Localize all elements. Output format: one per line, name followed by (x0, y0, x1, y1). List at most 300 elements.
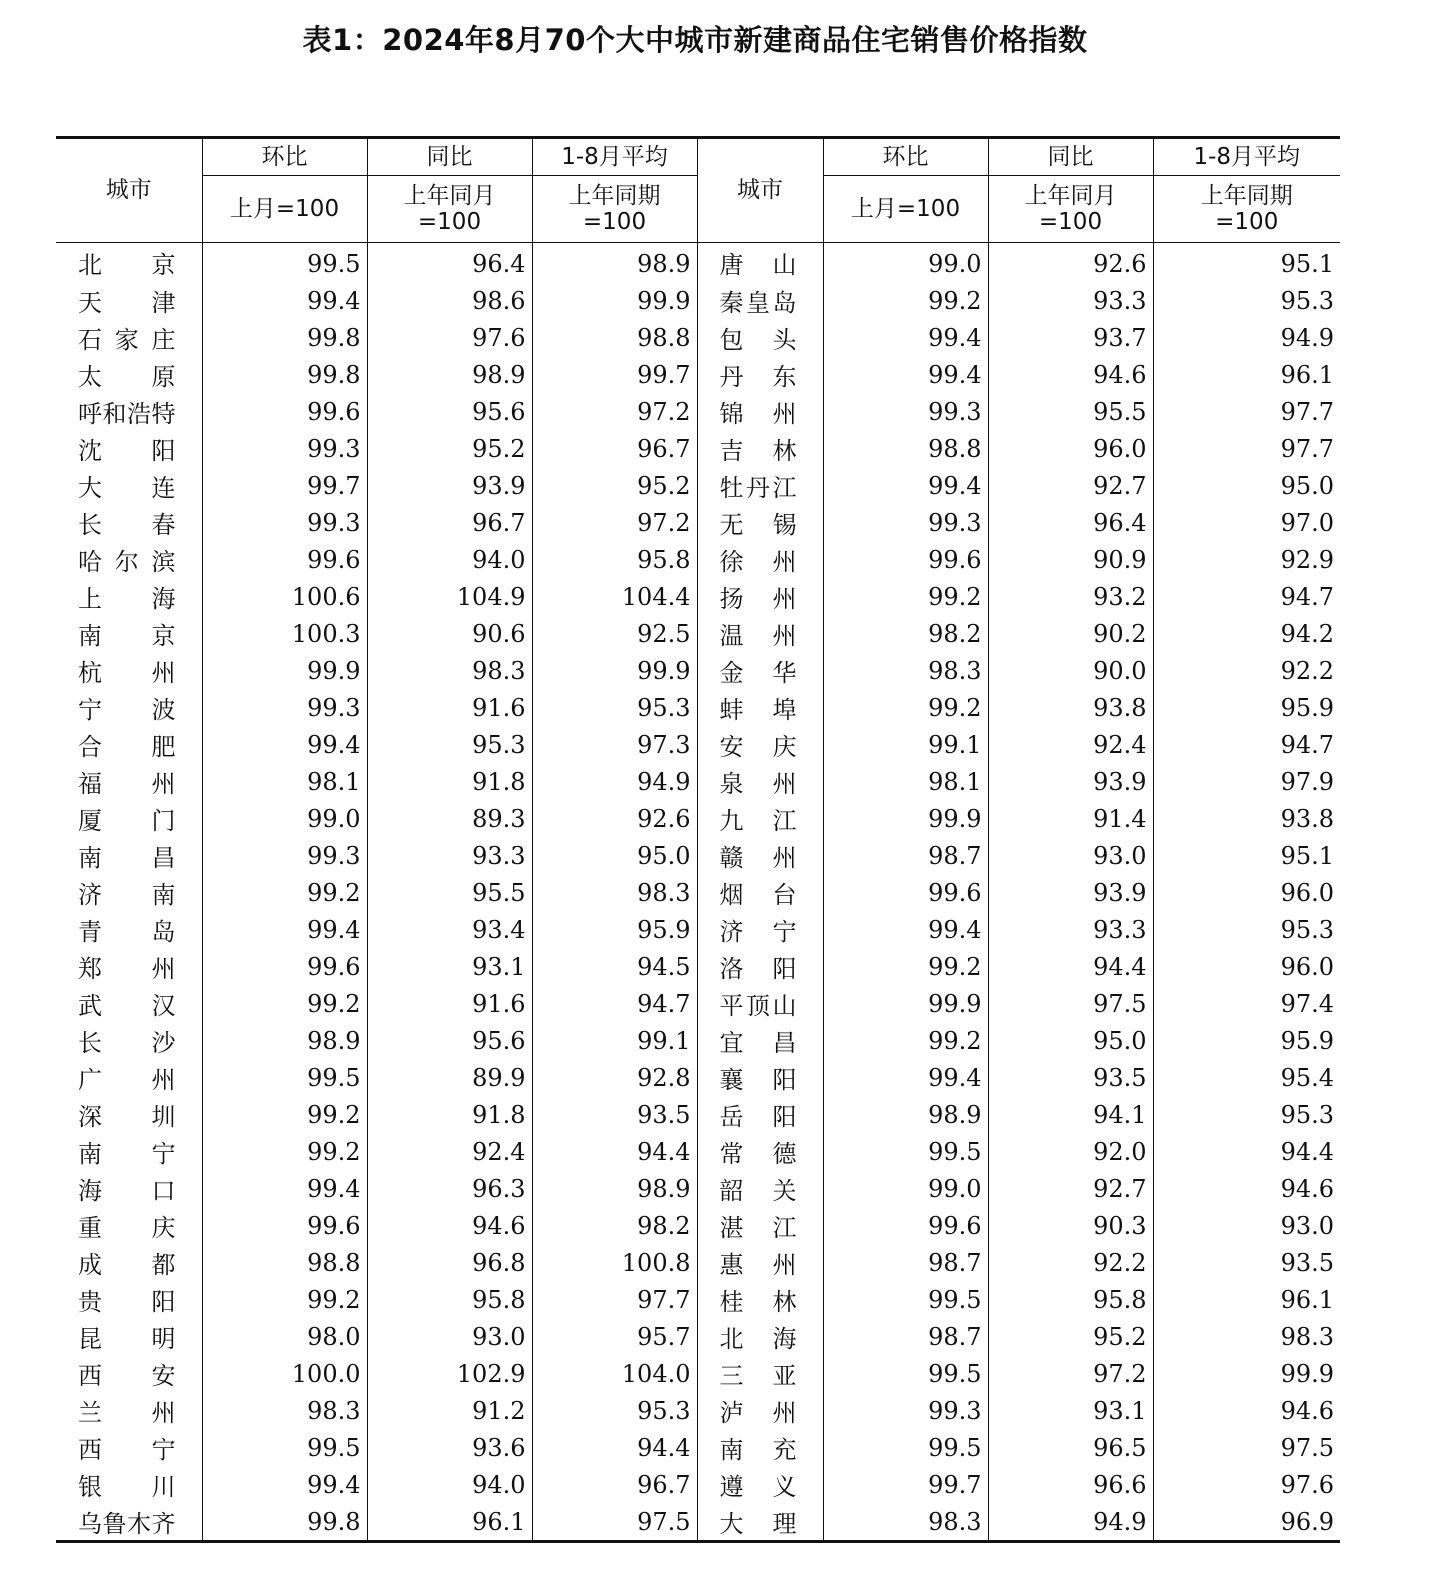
left-yoy-cell: 89.9 (367, 1059, 532, 1096)
right-mom-cell: 99.6 (823, 541, 988, 578)
left-mom-cell: 99.4 (202, 726, 367, 763)
table-row (56, 985, 1340, 1022)
left-avg-cell: 99.1 (532, 1022, 697, 1059)
left-city-cell: 乌鲁木齐 (78, 1510, 176, 1538)
right-yoy-cell: 95.8 (988, 1281, 1153, 1318)
left-city-cell: 太原 (78, 363, 176, 391)
left-city-cell: 上海 (78, 585, 176, 613)
avg-base-right (1153, 176, 1340, 243)
right-yoy-cell: 96.4 (988, 504, 1153, 541)
right-mom-cell: 99.7 (823, 1466, 988, 1503)
right-yoy-cell: 90.3 (988, 1207, 1153, 1244)
right-city-cell: 平顶山 (697, 985, 823, 1022)
left-mom-cell: 99.2 (202, 1281, 367, 1318)
left-yoy-cell: 95.8 (367, 1281, 532, 1318)
left-city-cell: 成都 (78, 1251, 176, 1279)
table-row (56, 874, 1340, 911)
right-city-cell: 岳阳 (697, 1096, 823, 1133)
left-city-cell: 石家庄 (78, 326, 176, 354)
right-city-cell: 烟台 (697, 874, 823, 911)
right-city-cell: 惠州 (697, 1244, 823, 1281)
avg-base-left (532, 176, 697, 243)
right-avg-cell: 95.9 (1153, 689, 1340, 726)
mom-header-right: 环比 (823, 138, 988, 176)
left-city-cell: 呼和浩特 (78, 400, 176, 428)
mom-base-left: 上月=100 (202, 176, 367, 243)
left-yoy-cell: 96.7 (367, 504, 532, 541)
table-row (56, 1133, 1340, 1170)
left-avg-cell: 94.7 (532, 985, 697, 1022)
right-mom-cell: 99.5 (823, 1429, 988, 1466)
left-avg-cell: 95.7 (532, 1318, 697, 1355)
yoy-base-line1: 上年同月 (1024, 182, 1117, 209)
left-yoy-cell: 91.2 (367, 1392, 532, 1429)
left-yoy-cell: 92.4 (367, 1133, 532, 1170)
right-city-cell: 常德 (697, 1133, 823, 1170)
right-city-cell: 湛江 (697, 1207, 823, 1244)
right-yoy-cell: 93.3 (988, 911, 1153, 948)
right-yoy-cell: 95.5 (988, 393, 1153, 430)
left-avg-cell: 98.3 (532, 874, 697, 911)
left-mom-cell: 99.3 (202, 430, 367, 467)
left-mom-cell: 99.8 (202, 356, 367, 393)
left-yoy-cell: 98.9 (367, 356, 532, 393)
right-avg-cell: 96.1 (1153, 1281, 1340, 1318)
right-avg-cell: 97.7 (1153, 430, 1340, 467)
left-city-cell: 天津 (78, 289, 176, 317)
left-city-cell: 昆明 (78, 1325, 176, 1353)
left-yoy-cell: 96.8 (367, 1244, 532, 1281)
left-city-cell: 西宁 (78, 1436, 176, 1464)
left-mom-cell: 98.9 (202, 1022, 367, 1059)
right-avg-cell: 95.9 (1153, 1022, 1340, 1059)
left-city-cell: 厦门 (78, 807, 176, 835)
left-yoy-cell: 94.6 (367, 1207, 532, 1244)
left-yoy-cell: 94.0 (367, 1466, 532, 1503)
right-city-cell: 赣州 (697, 837, 823, 874)
table-row (56, 319, 1340, 356)
left-mom-cell: 98.8 (202, 1244, 367, 1281)
table-row (56, 1355, 1340, 1392)
left-yoy-cell: 90.6 (367, 615, 532, 652)
right-mom-cell: 98.7 (823, 1318, 988, 1355)
left-yoy-cell: 91.6 (367, 985, 532, 1022)
left-mom-cell: 99.8 (202, 1503, 367, 1542)
table-row (56, 578, 1340, 615)
left-mom-cell: 99.4 (202, 282, 367, 319)
right-avg-cell: 94.6 (1153, 1392, 1340, 1429)
left-yoy-cell: 89.3 (367, 800, 532, 837)
right-mom-cell: 99.2 (823, 948, 988, 985)
right-avg-cell: 92.9 (1153, 541, 1340, 578)
left-avg-cell: 97.2 (532, 393, 697, 430)
right-city-cell: 吉林 (697, 430, 823, 467)
left-yoy-cell: 104.9 (367, 578, 532, 615)
left-avg-cell: 93.5 (532, 1096, 697, 1133)
right-mom-cell: 99.2 (823, 282, 988, 319)
left-city-cell: 武汉 (78, 992, 176, 1020)
left-city-cell: 哈尔滨 (78, 548, 176, 576)
right-city-cell: 包头 (697, 319, 823, 356)
table-row (56, 243, 1340, 283)
left-avg-cell: 92.5 (532, 615, 697, 652)
left-yoy-cell: 91.8 (367, 763, 532, 800)
left-yoy-cell: 97.6 (367, 319, 532, 356)
right-avg-cell: 99.9 (1153, 1355, 1340, 1392)
table-row (56, 689, 1340, 726)
right-mom-cell: 99.4 (823, 356, 988, 393)
right-city-cell: 牡丹江 (697, 467, 823, 504)
right-yoy-cell: 91.4 (988, 800, 1153, 837)
left-city-cell: 重庆 (78, 1214, 176, 1242)
left-avg-cell: 98.9 (532, 1170, 697, 1207)
left-yoy-cell: 98.3 (367, 652, 532, 689)
right-yoy-cell: 93.2 (988, 578, 1153, 615)
right-mom-cell: 99.5 (823, 1355, 988, 1392)
right-avg-cell: 97.5 (1153, 1429, 1340, 1466)
left-mom-cell: 98.1 (202, 763, 367, 800)
right-yoy-cell: 95.0 (988, 1022, 1153, 1059)
left-avg-cell: 95.8 (532, 541, 697, 578)
right-yoy-cell: 93.9 (988, 874, 1153, 911)
table-row (56, 1059, 1340, 1096)
right-mom-cell: 98.7 (823, 1244, 988, 1281)
table-title: 表1：2024年8月70个大中城市新建商品住宅销售价格指数 (302, 23, 1088, 57)
left-mom-cell: 99.9 (202, 652, 367, 689)
left-avg-cell: 95.2 (532, 467, 697, 504)
avg-header-right: 1-8月平均 (1153, 138, 1340, 176)
left-mom-cell: 99.5 (202, 1429, 367, 1466)
right-avg-cell: 93.0 (1153, 1207, 1340, 1244)
left-city-cell: 福州 (78, 770, 176, 798)
left-yoy-cell: 93.4 (367, 911, 532, 948)
left-avg-cell: 99.9 (532, 652, 697, 689)
left-yoy-cell: 93.0 (367, 1318, 532, 1355)
right-yoy-cell: 96.0 (988, 430, 1153, 467)
left-avg-cell: 94.4 (532, 1133, 697, 1170)
right-mom-cell: 99.2 (823, 1022, 988, 1059)
right-city-cell: 丹东 (697, 356, 823, 393)
right-mom-cell: 99.9 (823, 800, 988, 837)
left-yoy-cell: 96.1 (367, 1503, 532, 1542)
left-mom-cell: 99.3 (202, 837, 367, 874)
right-mom-cell: 99.3 (823, 1392, 988, 1429)
right-mom-cell: 99.4 (823, 1059, 988, 1096)
right-avg-cell: 94.7 (1153, 578, 1340, 615)
right-avg-cell: 98.3 (1153, 1318, 1340, 1355)
right-avg-cell: 97.0 (1153, 504, 1340, 541)
table-row (56, 282, 1340, 319)
right-city-cell: 泸州 (697, 1392, 823, 1429)
right-avg-cell: 96.9 (1153, 1503, 1340, 1542)
table-row (56, 1392, 1340, 1429)
right-city-cell: 桂林 (697, 1281, 823, 1318)
right-mom-cell: 99.4 (823, 467, 988, 504)
left-mom-cell: 99.6 (202, 1207, 367, 1244)
left-avg-cell: 94.5 (532, 948, 697, 985)
right-city-cell: 温州 (697, 615, 823, 652)
right-avg-cell: 95.4 (1153, 1059, 1340, 1096)
right-yoy-cell: 97.2 (988, 1355, 1153, 1392)
right-avg-cell: 97.7 (1153, 393, 1340, 430)
left-yoy-cell: 93.9 (367, 467, 532, 504)
avg-base-line1: 上年同期 (568, 182, 661, 209)
left-city-cell: 杭州 (78, 659, 176, 687)
right-avg-cell: 94.9 (1153, 319, 1340, 356)
left-yoy-cell: 95.6 (367, 393, 532, 430)
left-city-cell: 北京 (78, 251, 176, 279)
left-city-cell: 郑州 (78, 955, 176, 983)
right-avg-cell: 94.7 (1153, 726, 1340, 763)
left-city-cell: 海口 (78, 1177, 176, 1205)
right-city-cell: 洛阳 (697, 948, 823, 985)
left-city-cell: 贵阳 (78, 1288, 176, 1316)
right-city-cell: 安庆 (697, 726, 823, 763)
right-city-cell: 徐州 (697, 541, 823, 578)
left-mom-cell: 99.4 (202, 911, 367, 948)
right-mom-cell: 99.4 (823, 911, 988, 948)
left-mom-cell: 99.4 (202, 1466, 367, 1503)
right-yoy-cell: 90.0 (988, 652, 1153, 689)
right-city-cell: 唐山 (697, 243, 823, 283)
right-yoy-cell: 92.0 (988, 1133, 1153, 1170)
left-avg-cell: 95.3 (532, 689, 697, 726)
right-mom-cell: 99.2 (823, 689, 988, 726)
left-city-cell: 广州 (78, 1066, 176, 1094)
right-city-cell: 无锡 (697, 504, 823, 541)
left-avg-cell: 97.3 (532, 726, 697, 763)
table-row (56, 504, 1340, 541)
right-city-cell: 锦州 (697, 393, 823, 430)
left-avg-cell: 96.7 (532, 1466, 697, 1503)
right-yoy-cell: 92.6 (988, 243, 1153, 283)
right-mom-cell: 99.4 (823, 319, 988, 356)
right-avg-cell: 93.8 (1153, 800, 1340, 837)
yoy-base-line1: 上年同月 (403, 182, 496, 209)
right-yoy-cell: 92.4 (988, 726, 1153, 763)
table-row (56, 1244, 1340, 1281)
left-city-cell: 南京 (78, 622, 176, 650)
left-mom-cell: 99.5 (202, 1059, 367, 1096)
right-avg-cell: 95.1 (1153, 837, 1340, 874)
right-mom-cell: 98.3 (823, 652, 988, 689)
table-row (56, 800, 1340, 837)
right-mom-cell: 99.6 (823, 874, 988, 911)
right-mom-cell: 98.3 (823, 1503, 988, 1542)
left-yoy-cell: 96.4 (367, 243, 532, 283)
left-mom-cell: 100.6 (202, 578, 367, 615)
right-mom-cell: 98.2 (823, 615, 988, 652)
left-mom-cell: 99.2 (202, 874, 367, 911)
left-avg-cell: 92.6 (532, 800, 697, 837)
right-city-cell: 宜昌 (697, 1022, 823, 1059)
table-row (56, 1429, 1340, 1466)
right-yoy-cell: 94.1 (988, 1096, 1153, 1133)
right-avg-cell: 92.2 (1153, 652, 1340, 689)
right-yoy-cell: 96.5 (988, 1429, 1153, 1466)
table-row (56, 1022, 1340, 1059)
left-city-cell: 合肥 (78, 733, 176, 761)
left-city-cell: 青岛 (78, 918, 176, 946)
mom-header-left: 环比 (202, 138, 367, 176)
price-index-table (56, 136, 1340, 1543)
right-city-cell: 襄阳 (697, 1059, 823, 1096)
right-mom-cell: 99.3 (823, 393, 988, 430)
right-avg-cell: 95.1 (1153, 243, 1340, 283)
right-avg-cell: 95.3 (1153, 282, 1340, 319)
left-mom-cell: 99.3 (202, 504, 367, 541)
table-row (56, 467, 1340, 504)
left-avg-cell: 97.2 (532, 504, 697, 541)
table-header (56, 138, 1340, 243)
table-row (56, 1503, 1340, 1542)
right-yoy-cell: 93.9 (988, 763, 1153, 800)
yoy-base-right (988, 176, 1153, 243)
left-city-cell: 大连 (78, 474, 176, 502)
left-city-cell: 深圳 (78, 1103, 176, 1131)
right-yoy-cell: 95.2 (988, 1318, 1153, 1355)
left-mom-cell: 99.8 (202, 319, 367, 356)
right-yoy-cell: 93.3 (988, 282, 1153, 319)
avg-header-left: 1-8月平均 (532, 138, 697, 176)
avg-base-line2: =100 (1215, 209, 1279, 235)
table-body (56, 243, 1340, 1542)
table-row (56, 726, 1340, 763)
right-yoy-cell: 93.7 (988, 319, 1153, 356)
right-avg-cell: 94.6 (1153, 1170, 1340, 1207)
left-avg-cell: 97.7 (532, 1281, 697, 1318)
table-row (56, 1170, 1340, 1207)
right-yoy-cell: 90.9 (988, 541, 1153, 578)
left-avg-cell: 98.9 (532, 243, 697, 283)
right-city-cell: 秦皇岛 (697, 282, 823, 319)
right-mom-cell: 99.5 (823, 1281, 988, 1318)
left-yoy-cell: 102.9 (367, 1355, 532, 1392)
left-mom-cell: 99.2 (202, 1133, 367, 1170)
left-mom-cell: 99.6 (202, 541, 367, 578)
right-avg-cell: 97.9 (1153, 763, 1340, 800)
right-mom-cell: 99.3 (823, 504, 988, 541)
left-avg-cell: 95.0 (532, 837, 697, 874)
right-city-cell: 三亚 (697, 1355, 823, 1392)
left-yoy-cell: 98.6 (367, 282, 532, 319)
table-row (56, 948, 1340, 985)
table-row (56, 393, 1340, 430)
city-header-left: 城市 (56, 138, 202, 243)
left-avg-cell: 100.8 (532, 1244, 697, 1281)
city-header-right: 城市 (697, 138, 823, 243)
table-row (56, 1096, 1340, 1133)
left-yoy-cell: 95.6 (367, 1022, 532, 1059)
right-avg-cell: 96.1 (1153, 356, 1340, 393)
left-mom-cell: 99.2 (202, 985, 367, 1022)
left-avg-cell: 104.4 (532, 578, 697, 615)
yoy-base-line2: =100 (417, 209, 482, 235)
left-mom-cell: 99.2 (202, 1096, 367, 1133)
left-city-cell: 南宁 (78, 1140, 176, 1168)
right-mom-cell: 99.0 (823, 243, 988, 283)
left-avg-cell: 104.0 (532, 1355, 697, 1392)
right-avg-cell: 97.4 (1153, 985, 1340, 1022)
table-row (56, 1466, 1340, 1503)
right-mom-cell: 99.1 (823, 726, 988, 763)
right-yoy-cell: 97.5 (988, 985, 1153, 1022)
right-avg-cell: 95.3 (1153, 911, 1340, 948)
left-yoy-cell: 93.1 (367, 948, 532, 985)
left-city-cell: 南昌 (78, 844, 176, 872)
right-mom-cell: 98.7 (823, 837, 988, 874)
left-yoy-cell: 95.5 (367, 874, 532, 911)
table-row (56, 615, 1340, 652)
right-yoy-cell: 93.8 (988, 689, 1153, 726)
right-yoy-cell: 96.6 (988, 1466, 1153, 1503)
table-row (56, 1281, 1340, 1318)
right-mom-cell: 98.1 (823, 763, 988, 800)
right-avg-cell: 96.0 (1153, 874, 1340, 911)
left-yoy-cell: 94.0 (367, 541, 532, 578)
right-city-cell: 金华 (697, 652, 823, 689)
left-avg-cell: 99.7 (532, 356, 697, 393)
right-mom-cell: 99.6 (823, 1207, 988, 1244)
right-city-cell: 蚌埠 (697, 689, 823, 726)
right-city-cell: 南充 (697, 1429, 823, 1466)
left-yoy-cell: 95.3 (367, 726, 532, 763)
left-city-cell: 长沙 (78, 1029, 176, 1057)
right-city-cell: 北海 (697, 1318, 823, 1355)
left-city-cell: 银川 (78, 1473, 176, 1501)
right-yoy-cell: 92.7 (988, 467, 1153, 504)
left-avg-cell: 99.9 (532, 282, 697, 319)
left-avg-cell: 95.3 (532, 1392, 697, 1429)
table-row (56, 430, 1340, 467)
left-city-cell: 沈阳 (78, 437, 176, 465)
right-mom-cell: 98.9 (823, 1096, 988, 1133)
left-mom-cell: 99.6 (202, 948, 367, 985)
left-city-cell: 长春 (78, 511, 176, 539)
right-yoy-cell: 94.6 (988, 356, 1153, 393)
right-city-cell: 泉州 (697, 763, 823, 800)
right-yoy-cell: 90.2 (988, 615, 1153, 652)
right-yoy-cell: 93.1 (988, 1392, 1153, 1429)
right-yoy-cell: 94.9 (988, 1503, 1153, 1542)
right-mom-cell: 99.2 (823, 578, 988, 615)
left-mom-cell: 99.0 (202, 800, 367, 837)
left-avg-cell: 98.8 (532, 319, 697, 356)
table-row (56, 356, 1340, 393)
right-yoy-cell: 92.7 (988, 1170, 1153, 1207)
table-row (56, 763, 1340, 800)
right-avg-cell: 97.6 (1153, 1466, 1340, 1503)
table-row (56, 1318, 1340, 1355)
right-mom-cell: 99.9 (823, 985, 988, 1022)
right-city-cell: 扬州 (697, 578, 823, 615)
table-row (56, 652, 1340, 689)
left-avg-cell: 94.9 (532, 763, 697, 800)
right-city-cell: 遵义 (697, 1466, 823, 1503)
right-yoy-cell: 94.4 (988, 948, 1153, 985)
left-mom-cell: 100.0 (202, 1355, 367, 1392)
right-avg-cell: 94.4 (1153, 1133, 1340, 1170)
table-row (56, 837, 1340, 874)
left-yoy-cell: 93.6 (367, 1429, 532, 1466)
right-mom-cell: 98.8 (823, 430, 988, 467)
yoy-base-left (367, 176, 532, 243)
left-yoy-cell: 91.8 (367, 1096, 532, 1133)
left-city-cell: 宁波 (78, 696, 176, 724)
left-mom-cell: 100.3 (202, 615, 367, 652)
avg-base-line2: =100 (582, 209, 647, 235)
right-city-cell: 九江 (697, 800, 823, 837)
